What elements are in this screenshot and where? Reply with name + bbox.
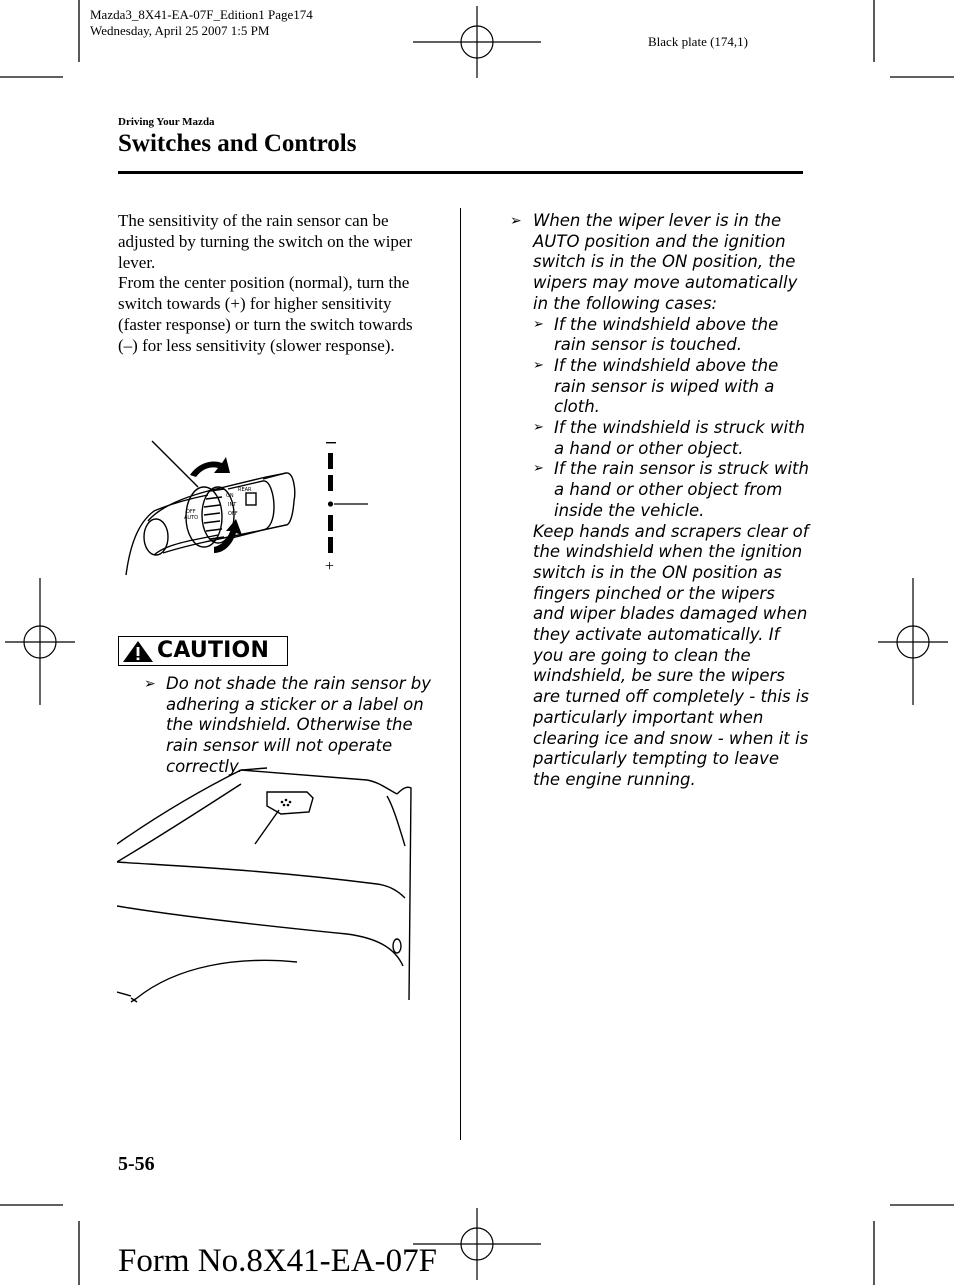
intro-paragraph-2: From the center position (normal), turn the switch towards (+) for higher sensitivity (faster response) or turn the switch towards (–) for less sensitivity (slower response).: [118, 273, 413, 355]
scale-plus-label: +: [325, 558, 335, 575]
scale-segment: [328, 515, 333, 531]
caution-bullet-text: Do not shade the rain sensor by adhering a sticker or a label on the windshield. Otherwise the rain sensor will not operate correctly.: [166, 674, 432, 776]
bullet-arrow-icon: ➢: [510, 213, 522, 229]
page-number: 5-56: [118, 1153, 155, 1175]
caution-label: CAUTION: [157, 638, 270, 663]
registration-target-left: [5, 578, 75, 705]
bullet-arrow-icon: ➢: [533, 316, 544, 332]
sub-bullet-text: If the windshield is struck with a hand or other object.: [554, 418, 805, 458]
scale-segment: [328, 537, 333, 553]
print-header-line2: Wednesday, April 25 2007 1:5 PM: [90, 23, 270, 38]
right-column: [510, 211, 810, 791]
dial-label-on: ON: [226, 493, 234, 499]
sub-bullet-item: [533, 418, 810, 459]
bullet-arrow-icon: ➢: [533, 357, 544, 373]
registration-target-top: [413, 6, 541, 78]
sub-bullet-item: [533, 356, 810, 418]
registration-target-right: [878, 578, 948, 705]
scale-segment: [328, 475, 333, 491]
windshield-figure: [117, 766, 417, 1006]
dial-label-off-2: OFF: [228, 511, 238, 517]
warning-triangle-icon: [122, 640, 154, 663]
column-divider: [460, 208, 461, 1140]
sub-bullet-item: [533, 315, 810, 356]
sub-bullet-text: If the rain sensor is struck with a hand or other object from inside the vehicle.: [554, 459, 809, 520]
main-bullet: [510, 211, 810, 315]
section-label: Driving Your Mazda: [118, 116, 215, 128]
dial-label-auto: AUTO: [184, 515, 199, 521]
sub-bullet-text: If the windshield above the rain sensor is touched.: [554, 314, 779, 355]
sub-bullet-item: [533, 459, 810, 521]
intro-text: [118, 211, 428, 357]
title-rule: [118, 171, 803, 174]
dial-label-int: INT: [228, 502, 237, 508]
scale-center-dot: [328, 501, 333, 506]
dial-label-rear: REAR: [238, 487, 252, 493]
dial-label-off: OFF: [186, 509, 196, 515]
intro-paragraph-1: The sensitivity of the rain sensor can be adjusted by turning the switch on the wiper lever.: [118, 211, 413, 272]
closing-paragraph: Keep hands and scrapers clear of the windshield when the ignition switch is in the ON position as fingers pinched or the wipers and wiper blades damaged when they activate automatically. If you are going to clean the windshield, be sure the wipers are turned off completely - this is particularly important when clearing ice and snow - when it is particularly tempting to leave the engine running.: [533, 521, 809, 789]
print-header-line1: Mazda3_8X41-EA-07F_Edition1 Page174: [90, 7, 313, 22]
wiper-lever-figure: [118, 435, 378, 580]
form-number: Form No.8X41-EA-07F: [118, 1243, 437, 1279]
scale-segment: [328, 453, 333, 469]
bullet-arrow-icon: ➢: [144, 676, 156, 692]
caution-box: [118, 636, 288, 666]
scale-minus-tick: [326, 442, 336, 443]
sub-bullet-text: If the windshield above the rain sensor is wiped with a cloth.: [554, 355, 779, 417]
bullet-arrow-icon: ➢: [533, 420, 544, 436]
caution-bullet: [144, 674, 436, 778]
print-header: [90, 7, 313, 39]
main-bullet-text: When the wiper lever is in the AUTO position and the ignition switch is in the ON position, the wipers may move automatically in the following cases:: [533, 211, 798, 313]
bullet-arrow-icon: ➢: [533, 461, 544, 477]
page-title: Switches and Controls: [118, 130, 357, 157]
sub-bullet-list: [533, 315, 810, 522]
plate-label: Black plate (174,1): [648, 34, 748, 49]
